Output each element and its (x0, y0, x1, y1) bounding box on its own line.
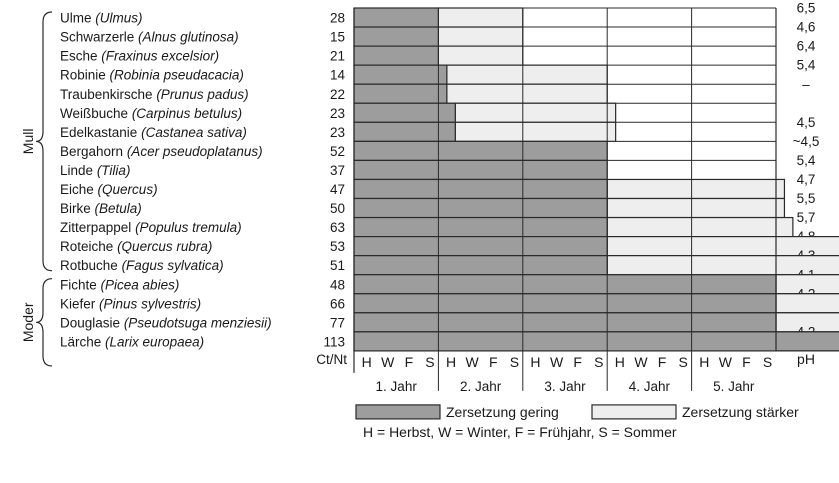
bar-low-decomposition (354, 332, 839, 351)
bar-low-decomposition (354, 8, 438, 27)
bar-low-decomposition (354, 294, 776, 313)
species-common-name: Ulme (60, 10, 92, 26)
bar-low-decomposition (354, 275, 776, 294)
season-tick-label: H (699, 353, 710, 370)
ratio-value: 21 (329, 48, 345, 64)
ratio-value: 66 (329, 296, 345, 312)
species-common-name: Douglasie (60, 315, 121, 331)
year-label: 3. Jahr (544, 378, 586, 394)
ratio-value: 77 (329, 315, 345, 331)
species-latin-name: (Ulmus) (95, 10, 143, 26)
bar-low-decomposition (354, 179, 607, 198)
species-name (60, 125, 247, 140)
species-name (60, 11, 143, 26)
species-common-name: Bergahorn (60, 143, 124, 159)
group-brace (36, 12, 52, 271)
species-name (60, 201, 142, 216)
ph-value: 6,5 (796, 0, 816, 16)
ph-value: 5,5 (796, 191, 816, 207)
season-tick-label: F (742, 353, 751, 370)
ph-column-header: pH (797, 350, 815, 367)
species-name (60, 239, 212, 254)
ratio-column-header: Ct/Nt (316, 351, 347, 367)
bar-high-decomposition (447, 84, 607, 103)
ph-value: 5,7 (796, 210, 816, 226)
species-common-name: Weißbuche (60, 105, 129, 121)
species-latin-name: (Prunus padus) (156, 86, 249, 102)
species-name (60, 296, 201, 311)
ratio-value: 52 (329, 143, 345, 159)
ratio-value: 22 (329, 86, 345, 102)
bar-low-decomposition (354, 237, 607, 256)
species-latin-name: (Populus tremula) (135, 220, 242, 236)
season-tick-label: F (573, 353, 582, 370)
season-tick-label: W (718, 353, 732, 370)
ratio-value: 47 (329, 182, 345, 197)
ratio-value: 48 (329, 277, 345, 293)
species-name (60, 334, 204, 349)
species-latin-name: (Alnus glutinosa) (138, 29, 239, 45)
season-tick-label: S (425, 353, 435, 370)
ph-value: 5,4 (796, 152, 816, 168)
bar-low-decomposition (354, 141, 607, 160)
legend-swatch-high (592, 405, 676, 419)
bar-low-decomposition (354, 103, 455, 122)
bar-high-decomposition (607, 199, 784, 218)
group-brace (36, 279, 52, 366)
legend-label-low: Zersetzung gering (446, 403, 559, 420)
table-row (60, 1, 815, 28)
ratio-value: 28 (329, 10, 345, 26)
bar-high-decomposition (607, 218, 793, 237)
ratio-value: 113 (323, 334, 345, 350)
species-name (60, 258, 224, 273)
species-latin-name: (Picea abies) (100, 277, 180, 293)
species-common-name: Lärche (60, 334, 102, 350)
season-tick-label: W (381, 353, 395, 370)
species-common-name: Robinie (60, 67, 106, 83)
species-name (60, 68, 244, 83)
species-common-name: Edelkastanie (60, 124, 138, 140)
species-latin-name: (Quercus rubra) (117, 239, 213, 255)
species-name (60, 315, 272, 330)
season-tick-label: F (657, 353, 667, 370)
species-name (60, 106, 242, 121)
species-common-name: Rotbuche (60, 258, 118, 274)
bar-low-decomposition (354, 122, 455, 141)
species-common-name: Eiche (60, 182, 94, 197)
rows-layer (60, 1, 839, 351)
bar-high-decomposition (438, 46, 522, 65)
species-common-name: Zitterpappel (60, 220, 132, 236)
ph-value: 5,4 (796, 57, 816, 73)
bar-low-decomposition (354, 256, 607, 275)
season-tick-label: F (488, 353, 498, 370)
season-tick-label: S (762, 353, 773, 370)
ratio-value: 51 (329, 258, 345, 274)
species-name (60, 163, 130, 178)
season-tick-label: W (549, 353, 564, 370)
bar-high-decomposition (438, 27, 522, 46)
species-common-name: Birke (60, 201, 91, 217)
season-tick-label: H (530, 353, 541, 370)
ratio-value: 37 (329, 162, 345, 178)
year-label: 4. Jahr (628, 378, 671, 394)
species-common-name: Fichte (60, 277, 97, 293)
season-tick-label: H (361, 353, 372, 370)
bar-low-decomposition (354, 46, 438, 65)
species-latin-name: (Castanea sativa) (141, 124, 247, 140)
species-common-name: Schwarzerle (60, 29, 135, 45)
season-tick-label: S (509, 353, 520, 370)
ratio-value: 15 (329, 29, 345, 45)
bar-low-decomposition (354, 218, 607, 237)
ratio-value: 50 (329, 201, 345, 217)
ratio-value: 23 (329, 124, 345, 140)
bar-high-decomposition (447, 65, 607, 84)
ph-value: ~4,5 (792, 133, 820, 149)
season-tick-label: H (614, 353, 625, 370)
species-latin-name: (Quercus) (97, 182, 158, 197)
species-name (60, 277, 179, 292)
species-common-name: Roteiche (60, 239, 114, 255)
ph-value: – (802, 76, 810, 92)
bar-low-decomposition (354, 84, 447, 103)
species-common-name: Esche (60, 48, 98, 64)
species-name (60, 220, 242, 235)
bar-low-decomposition (354, 313, 776, 332)
species-latin-name: (Acer pseudoplatanus) (126, 143, 263, 159)
ph-value: 4,6 (796, 19, 816, 35)
bar-low-decomposition (354, 27, 438, 46)
year-label: 5. Jahr (713, 378, 755, 394)
season-tick-label: W (465, 353, 479, 370)
species-latin-name: (Carpinus betulus) (131, 105, 243, 121)
ratio-value: 53 (329, 239, 345, 255)
species-common-name: Kiefer (60, 296, 96, 312)
ratio-value: 23 (329, 105, 345, 121)
year-label: 2. Jahr (459, 378, 502, 394)
group-label: Mull (20, 128, 36, 155)
bar-low-decomposition (354, 199, 607, 218)
ratio-value: 14 (329, 67, 345, 83)
species-latin-name: (Robinia pseudacacia) (109, 67, 244, 83)
bar-high-decomposition (455, 103, 615, 122)
species-latin-name: (Larix europaea) (105, 334, 205, 350)
bar-low-decomposition (354, 65, 447, 84)
ph-value: 4,5 (796, 114, 816, 130)
species-common-name: Linde (60, 162, 94, 178)
season-tick-label: S (594, 353, 604, 370)
bar-low-decomposition (354, 160, 607, 179)
species-name (60, 49, 219, 64)
season-tick-label: W (634, 353, 648, 370)
table-row (60, 103, 776, 122)
legend-swatch-low (356, 405, 440, 419)
bar-high-decomposition (607, 179, 784, 198)
species-common-name: Traubenkirsche (60, 86, 153, 102)
legend-layer (356, 404, 799, 440)
species-name (60, 182, 158, 197)
species-latin-name: (Pinus sylvestris) (99, 296, 202, 312)
legend-note: H = Herbst, W = Winter, F = Frühjahr, S = Sommer (363, 423, 677, 440)
species-latin-name: (Fagus sylvatica) (121, 258, 224, 274)
bar-high-decomposition (438, 8, 522, 27)
ph-value: 4,7 (796, 172, 816, 187)
ph-value: 6,4 (796, 38, 816, 54)
species-name (60, 87, 249, 102)
species-latin-name: (Fraxinus excelsior) (101, 48, 220, 64)
species-name (60, 144, 263, 159)
species-latin-name: (Betula) (94, 201, 142, 217)
species-name (60, 30, 239, 45)
species-latin-name: (Pseudotsuga menziesii) (123, 315, 272, 331)
season-tick-label: H (445, 353, 457, 370)
group-label: Moder (20, 302, 36, 343)
ratio-value: 63 (329, 220, 345, 236)
legend-label-high: Zersetzung stärker (682, 403, 799, 420)
season-tick-label: F (404, 353, 414, 370)
season-tick-label: S (678, 353, 688, 370)
year-label: 1. Jahr (375, 378, 417, 394)
bar-high-decomposition (455, 122, 615, 141)
species-latin-name: (Tilia) (96, 162, 131, 178)
